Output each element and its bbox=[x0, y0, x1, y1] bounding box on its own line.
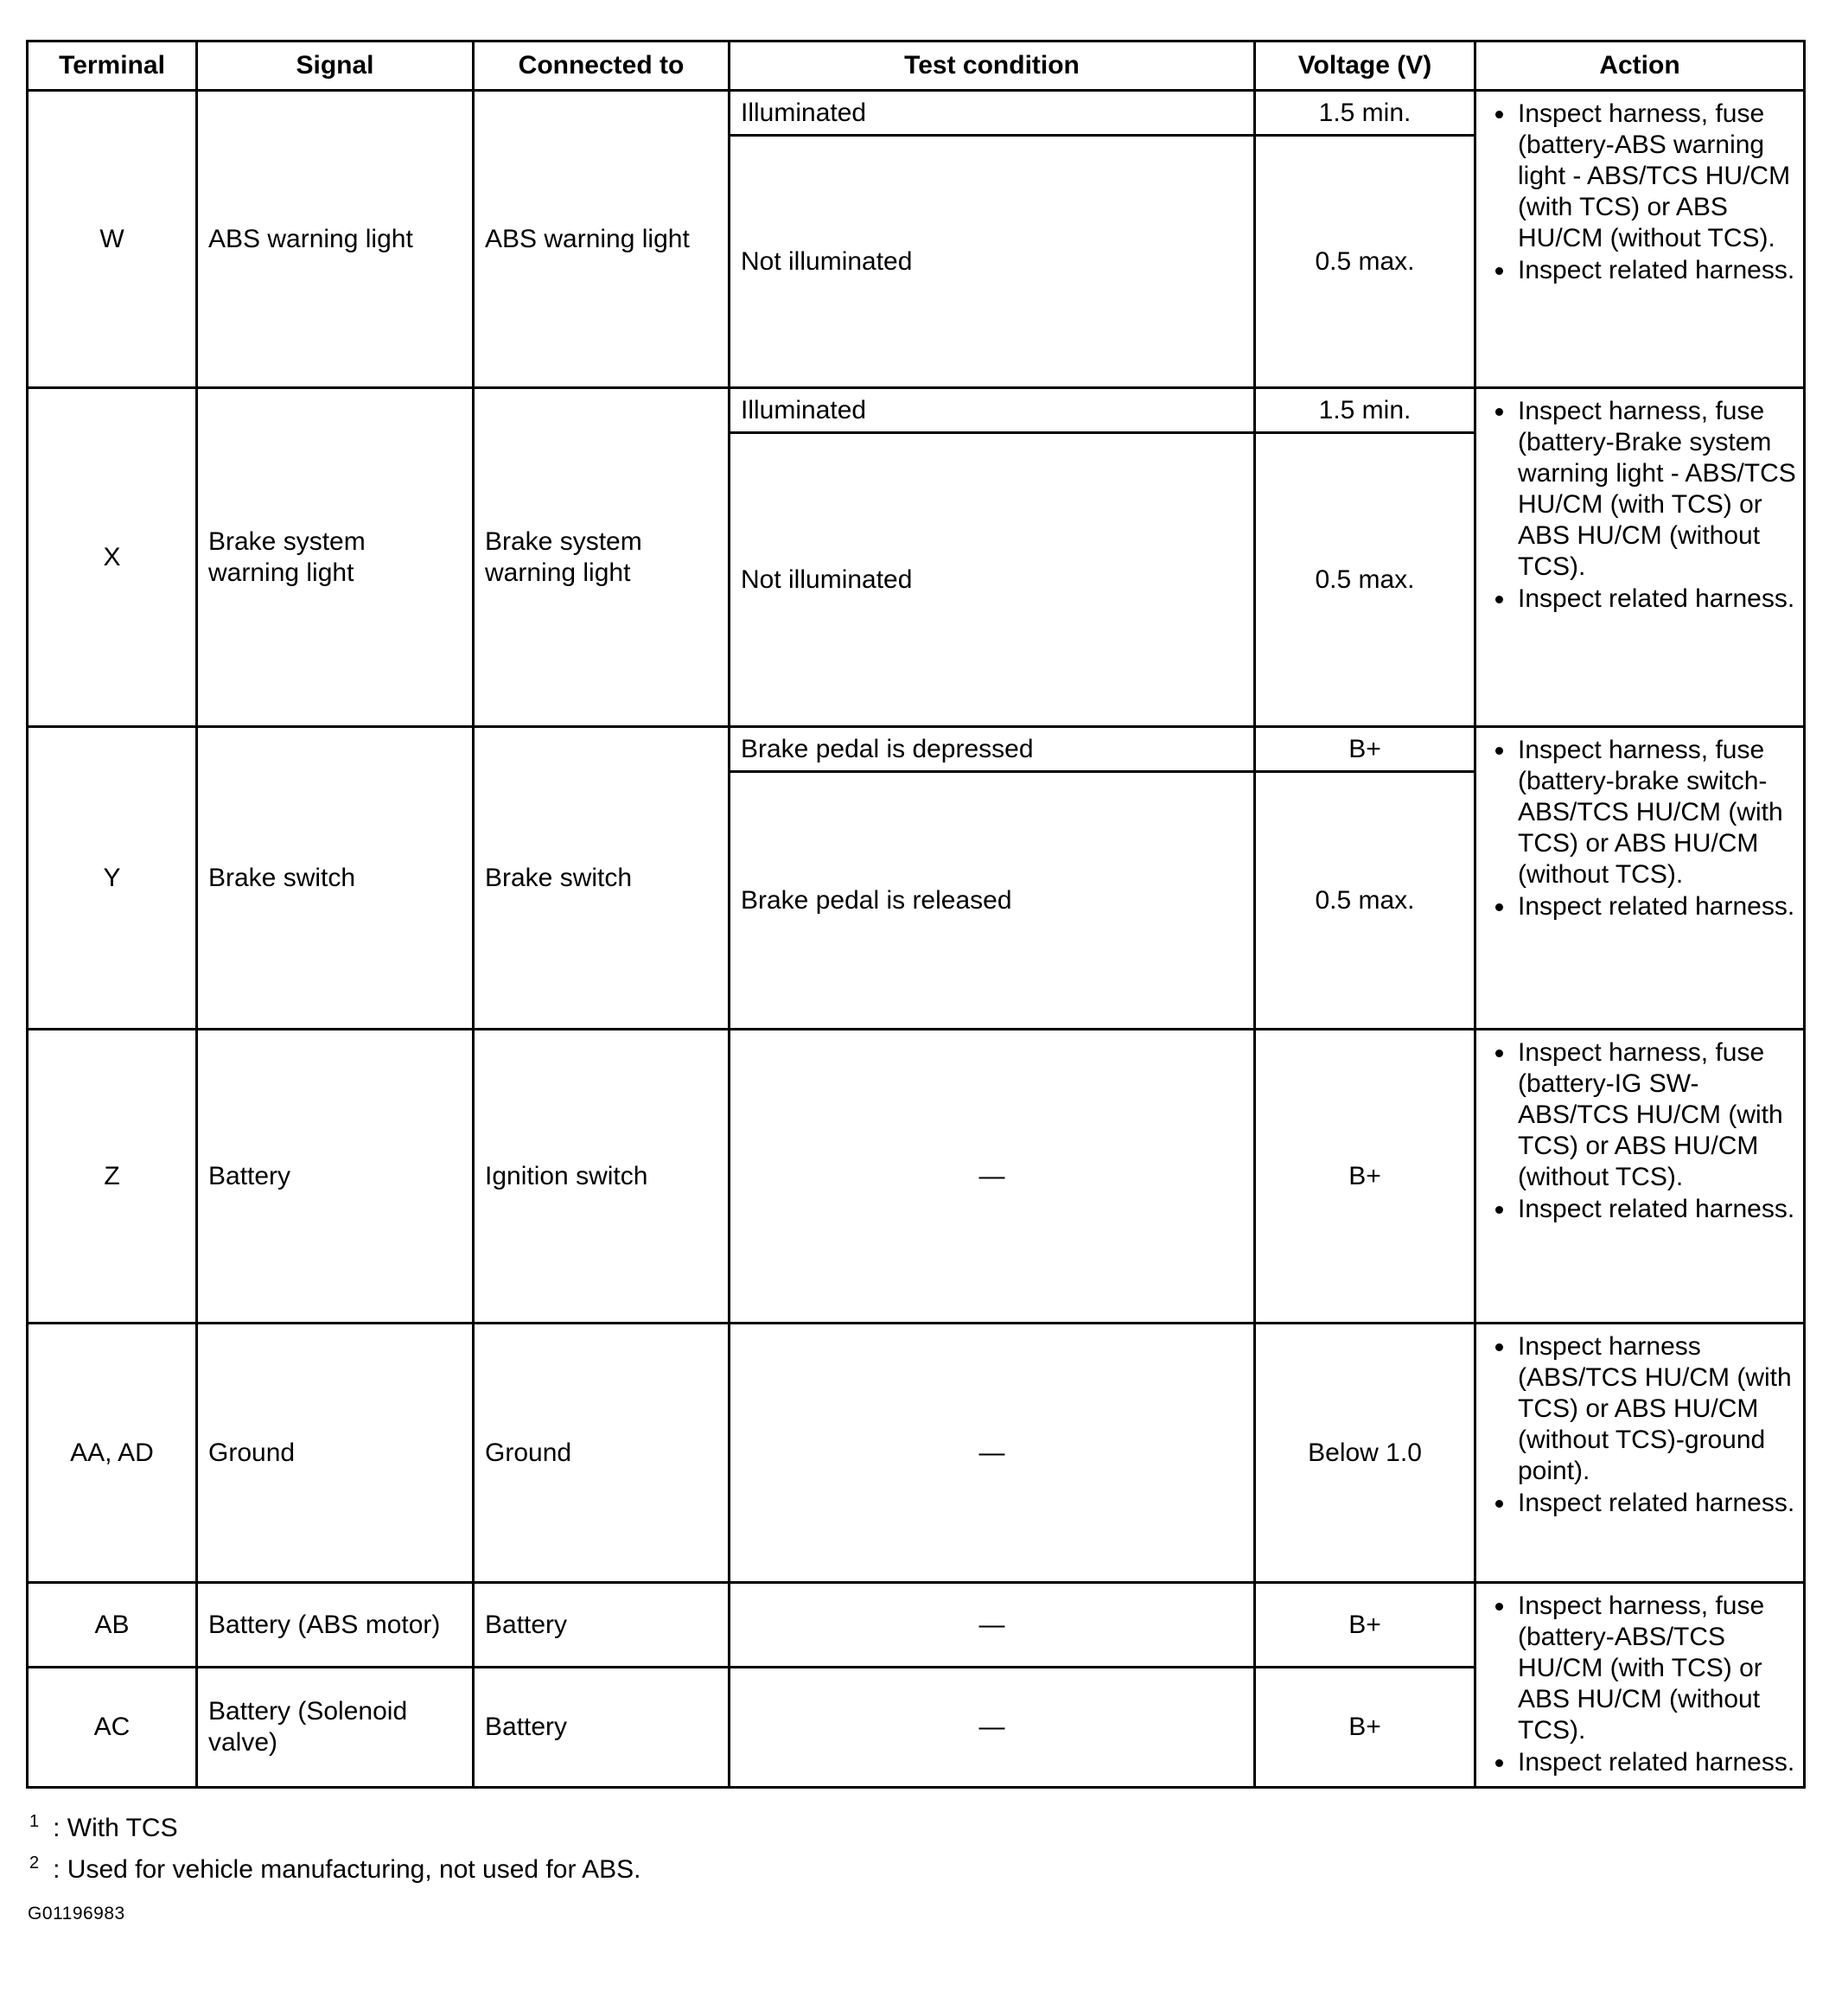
header-row bbox=[28, 41, 1805, 91]
terminal-cell: Y bbox=[28, 727, 197, 1030]
action-item: • Inspect harness, fuse (battery-ABS warning light - ABS/TCS HU/CM (with TCS) or ABS HU/CM (without TCS). bbox=[1516, 99, 1796, 254]
terminal-cell: X bbox=[28, 388, 197, 727]
voltage-cell: B+ bbox=[1255, 727, 1475, 772]
voltage-cell: 0.5 max. bbox=[1255, 433, 1475, 727]
figure-id: G01196983 bbox=[28, 1904, 125, 1923]
voltage-cell: Below 1.0 bbox=[1255, 1324, 1475, 1583]
signal-cell: Battery (Solenoid valve) bbox=[197, 1668, 474, 1788]
footnote-marker: 1 bbox=[29, 1812, 40, 1831]
connected-to-cell: Brake system warning light bbox=[474, 388, 730, 727]
test-condition-cell: — bbox=[730, 1030, 1255, 1324]
action-cell bbox=[1475, 91, 1805, 388]
test-condition-cell: — bbox=[730, 1583, 1255, 1668]
footnotes bbox=[29, 1811, 1805, 1885]
col-header-voltage: Voltage (V) bbox=[1255, 41, 1475, 91]
table-row-z bbox=[28, 1030, 1805, 1324]
action-item: • Inspect harness, fuse (battery-Brake system warning light - ABS/TCS HU/CM (with TCS) or ABS HU/CM (without TCS). bbox=[1516, 396, 1796, 583]
col-header-test-condition: Test condition bbox=[730, 41, 1255, 91]
signal-cell: Brake switch bbox=[197, 727, 474, 1030]
test-condition-cell: Not illuminated bbox=[730, 136, 1255, 388]
voltage-cell: 1.5 min. bbox=[1255, 91, 1475, 136]
test-condition-cell: Not illuminated bbox=[730, 433, 1255, 727]
action-list bbox=[1482, 1591, 1796, 1778]
connected-to-cell: Battery bbox=[474, 1668, 730, 1788]
footnote-marker: 2 bbox=[29, 1853, 40, 1872]
voltage-cell: B+ bbox=[1255, 1030, 1475, 1324]
action-item: • Inspect harness, fuse (battery-ABS/TCS HU/CM (with TCS) or ABS HU/CM (without TCS). bbox=[1516, 1591, 1796, 1746]
connected-to-cell: Battery bbox=[474, 1583, 730, 1668]
action-list bbox=[1482, 99, 1796, 286]
voltage-cell: 1.5 min. bbox=[1255, 388, 1475, 433]
table-row-aa-ad bbox=[28, 1324, 1805, 1583]
action-item: • Inspect harness (ABS/TCS HU/CM (with TCS) or ABS HU/CM (without TCS)-ground point). bbox=[1516, 1331, 1796, 1487]
signal-cell: Battery (ABS motor) bbox=[197, 1583, 474, 1668]
action-list bbox=[1482, 1331, 1796, 1519]
terminal-cell: AC bbox=[28, 1668, 197, 1788]
action-cell bbox=[1475, 1030, 1805, 1324]
action-item: • Inspect related harness. bbox=[1516, 255, 1796, 286]
connected-to-cell: ABS warning light bbox=[474, 91, 730, 388]
footnote-vehicle-manufacturing bbox=[29, 1853, 1805, 1885]
footnote-with-tcs bbox=[29, 1811, 1805, 1844]
test-condition-cell: Illuminated bbox=[730, 91, 1255, 136]
signal-cell: ABS warning light bbox=[197, 91, 474, 388]
action-item: • Inspect related harness. bbox=[1516, 891, 1796, 922]
action-item: • Inspect harness, fuse (battery-brake switch-ABS/TCS HU/CM (with TCS) or ABS HU/CM (without TCS). bbox=[1516, 735, 1796, 890]
voltage-cell: B+ bbox=[1255, 1668, 1475, 1788]
voltage-cell: 0.5 max. bbox=[1255, 772, 1475, 1030]
voltage-cell: 0.5 max. bbox=[1255, 136, 1475, 388]
terminal-voltage-table bbox=[26, 40, 1806, 1789]
action-cell bbox=[1475, 1583, 1805, 1788]
signal-cell: Battery bbox=[197, 1030, 474, 1324]
table-row-x bbox=[28, 388, 1805, 433]
table-row-ab bbox=[28, 1583, 1805, 1668]
action-item: • Inspect harness, fuse (battery-IG SW-ABS/TCS HU/CM (with TCS) or ABS HU/CM (without TCS). bbox=[1516, 1037, 1796, 1193]
footnote-text: : Used for vehicle manufacturing, not used for ABS. bbox=[53, 1855, 641, 1884]
action-cell bbox=[1475, 388, 1805, 727]
terminal-cell: Z bbox=[28, 1030, 197, 1324]
col-header-signal: Signal bbox=[197, 41, 474, 91]
signal-cell: Ground bbox=[197, 1324, 474, 1583]
col-header-terminal: Terminal bbox=[28, 41, 197, 91]
test-condition-cell: Brake pedal is depressed bbox=[730, 727, 1255, 772]
connected-to-cell: Ignition switch bbox=[474, 1030, 730, 1324]
voltage-cell: B+ bbox=[1255, 1583, 1475, 1668]
footnote-text: : With TCS bbox=[53, 1814, 178, 1842]
connected-to-cell: Ground bbox=[474, 1324, 730, 1583]
terminal-cell: W bbox=[28, 91, 197, 388]
test-condition-cell: Brake pedal is released bbox=[730, 772, 1255, 1030]
test-condition-cell: Illuminated bbox=[730, 388, 1255, 433]
table-row-w bbox=[28, 91, 1805, 136]
test-condition-cell: — bbox=[730, 1324, 1255, 1583]
action-item: • Inspect related harness. bbox=[1516, 1194, 1796, 1225]
action-item: • Inspect related harness. bbox=[1516, 1488, 1796, 1519]
col-header-connected-to: Connected to bbox=[474, 41, 730, 91]
table-row-y bbox=[28, 727, 1805, 772]
test-condition-cell: — bbox=[730, 1668, 1255, 1788]
action-item: • Inspect related harness. bbox=[1516, 1747, 1796, 1778]
action-list bbox=[1482, 735, 1796, 922]
action-cell bbox=[1475, 1324, 1805, 1583]
col-header-action: Action bbox=[1475, 41, 1805, 91]
terminal-cell: AB bbox=[28, 1583, 197, 1668]
signal-cell: Brake system warning light bbox=[197, 388, 474, 727]
action-list bbox=[1482, 396, 1796, 615]
connected-to-cell: Brake switch bbox=[474, 727, 730, 1030]
action-cell bbox=[1475, 727, 1805, 1030]
action-list bbox=[1482, 1037, 1796, 1225]
action-item: • Inspect related harness. bbox=[1516, 584, 1796, 615]
terminal-cell: AA, AD bbox=[28, 1324, 197, 1583]
